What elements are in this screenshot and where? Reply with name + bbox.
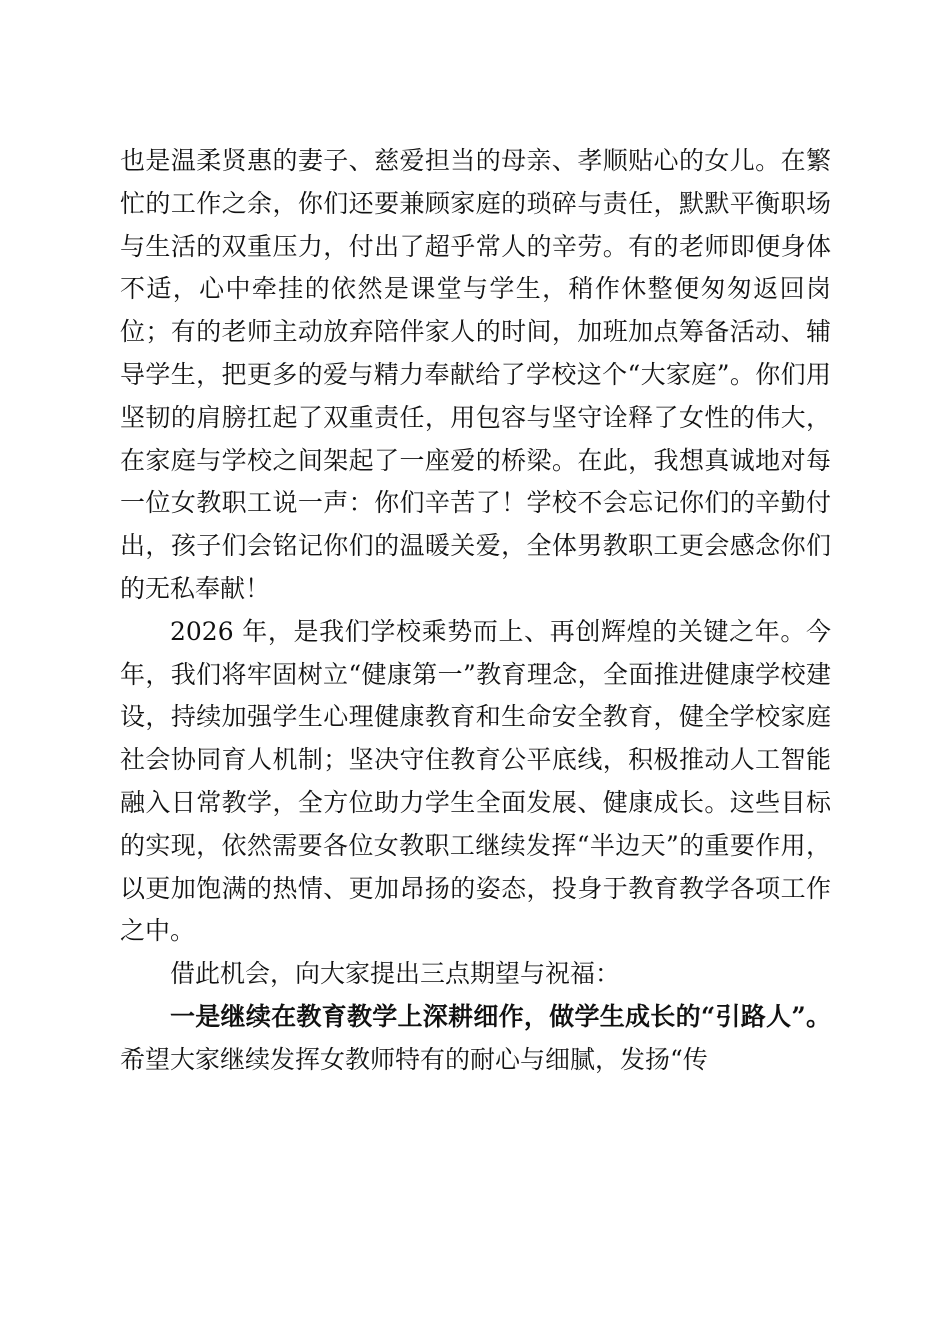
document-body (120, 140, 831, 1082)
wish-one-heading: 一是继续在教育教学上深耕细作，做学生成长的“引路人”。 (170, 1001, 831, 1031)
wish-one-body: 希望大家继续发挥女教师特有的耐心与细腻，发扬“传 (120, 1044, 708, 1074)
paragraph-family-sacrifice: 也是温柔贤惠的妻子、慈爱担当的母亲、孝顺贴心的女儿。在繁忙的工作之余，你们还要兼顾家庭的琐碎与责任，默默平衡职场与生活的双重压力，付出了超乎常人的辛劳。有的老师即便身体不适，心中牵挂的依然是课堂与学生，稍作休整便匆匆返回岗位；有的老师主动放弃陪伴家人的时间，加班加点筹备活动、辅导学生，把更多的爱与精力奉献给了学校这个“大家庭”。你们用坚韧的肩膀扛起了双重责任，用包容与坚守诠释了女性的伟大，在家庭与学校之间架起了一座爱的桥梁。在此，我想真诚地对每一位女教职工说一声：你们辛苦了！学校不会忘记你们的辛勤付出，孩子们会铭记你们的温暖关爱，全体男教职工更会感念你们的无私奉献！ (120, 146, 831, 603)
paragraph-three-wishes-intro: 借此机会，向大家提出三点期望与祝福： (170, 959, 621, 989)
paragraph-wish-one (120, 996, 831, 1082)
paragraph-2026-goals: 2026 年，是我们学校乘势而上、再创辉煌的关键之年。今年，我们将牢固树立“健康第一”教育理念，全面推进健康学校建设，持续加强学生心理健康教育和生命安全教育，健全学校家庭社会协同育人机制；坚决守住教育公平底线，积极推动人工智能融入日常教学，全方位助力学生全面发展、健康成长。这些目标的实现，依然需要各位女教职工继续发挥“半边天”的重要作用，以更加饱满的热情、更加昂扬的姿态，投身于教育教学各项工作之中。 (120, 616, 831, 946)
